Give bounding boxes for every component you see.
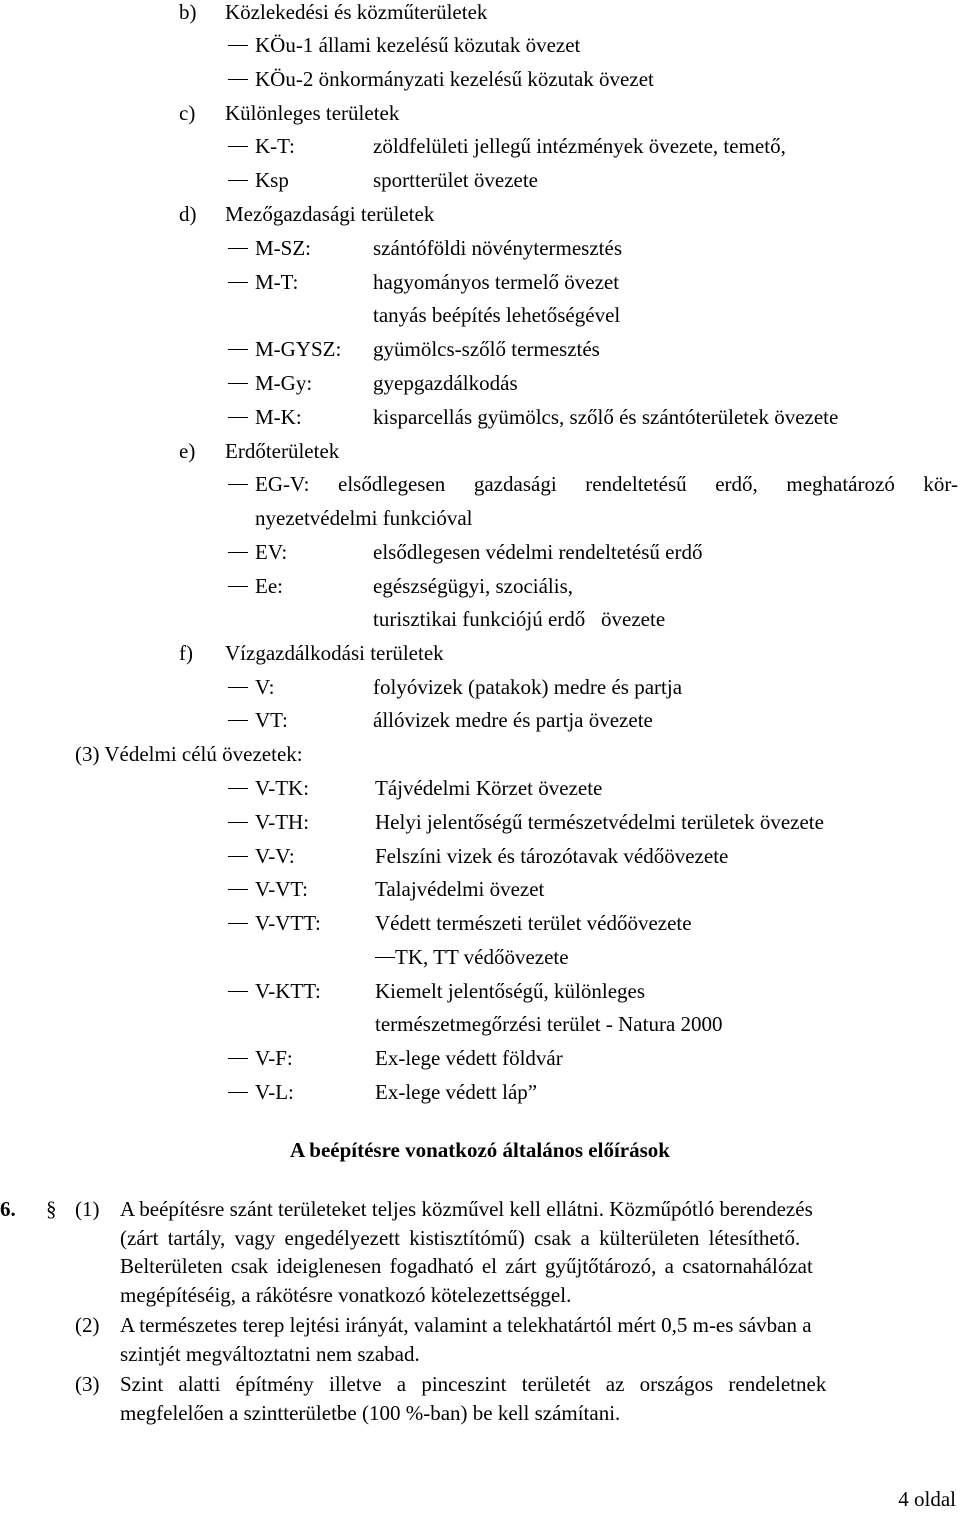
zone-description: Felszíni vizek és tározótavak védőövezete (375, 844, 729, 868)
subparagraph-label: (2) (75, 1313, 100, 1337)
zone-description: Ex-lege védett földvár (375, 1046, 563, 1070)
zone-description-cont: természetmegőrzési terület - Natura 2000 (375, 1012, 723, 1036)
paragraph-number: 6. (0, 1197, 16, 1221)
dash-bullet (228, 484, 248, 485)
zone-code: EV: (255, 540, 288, 564)
egv-word: meghatározó (786, 472, 895, 496)
section-e-title: Erdőterületek (225, 439, 340, 463)
dash-bullet (228, 586, 248, 587)
zone-code: V-L: (255, 1080, 294, 1104)
paragraph-line: (zárt tartály, vagy engedélyezett kistisztítómű) csak a külterületen létesíthető. (120, 1226, 801, 1250)
paragraph-line: A természetes terep lejtési irányát, valamint a telekhatártól mért 0,5 m-es sávban a (120, 1313, 812, 1337)
zone-description: kisparcellás gyümölcs, szőlő és szántóterületek övezete (373, 405, 839, 429)
section-c-title: Különleges területek (225, 101, 400, 125)
dash-bullet (228, 45, 248, 46)
zone-description: Ex-lege védett láp” (375, 1080, 538, 1104)
zone-description: Helyi jelentőségű természetvédelmi területek övezete (375, 810, 824, 834)
zone-description: sportterület övezete (373, 168, 539, 192)
dash-bullet (228, 383, 248, 384)
egv-word: gazdasági (473, 472, 557, 496)
zone-description: elsődlegesen védelmi rendeltetésű erdő (373, 540, 703, 564)
zone-code: M-GYSZ: (255, 337, 342, 361)
zone-code: Ee: (255, 574, 283, 598)
zone-code: V-F: (255, 1046, 293, 1070)
dash-bullet (228, 720, 248, 721)
zone-code: Ksp (255, 168, 289, 192)
dash-bullet (228, 248, 248, 249)
zone-code: V-KTT: (255, 979, 321, 1003)
dash-bullet (228, 822, 248, 823)
section-sign: § (46, 1197, 57, 1221)
dash-bullet (228, 1092, 248, 1093)
dash-bullet (228, 1058, 248, 1059)
zone-description: folyóvizek (patakok) medre és partja (373, 675, 683, 699)
zone-description: Kiemelt jelentőségű, különleges (375, 979, 646, 1003)
dash-bullet (228, 856, 248, 857)
egv-word: elsődlegesen (338, 472, 446, 496)
zone-code: M-Gy: (255, 371, 313, 395)
egv-word: EG-V: (255, 472, 310, 496)
dash-bullet (228, 991, 248, 992)
zone-description-cont: tanyás beépítés lehetőségével (373, 303, 621, 327)
zone-code: M-K: (255, 405, 302, 429)
paragraph-line: megfelelően a szintterületbe (100 %-ban) be kell számítani. (120, 1401, 621, 1425)
section-3-title: (3) Védelmi célú övezetek: (75, 742, 303, 766)
zone-code: V-V: (255, 844, 295, 868)
dash-bullet (228, 146, 248, 147)
dash-bullet (228, 923, 248, 924)
dash-bullet (375, 957, 395, 958)
section-f-label: f) (179, 641, 193, 665)
dash-bullet (228, 687, 248, 688)
zone-code: V-TH: (255, 810, 310, 834)
zone-code: V-VT: (255, 877, 309, 901)
zone-code: K-T: (255, 134, 295, 158)
zone-description: gyepgazdálkodás (373, 371, 518, 395)
egv-word: erdő, (715, 472, 758, 496)
section-b-label: b) (179, 0, 197, 24)
zone-code: VT: (255, 708, 288, 732)
section-heading: A beépítésre vonatkozó általános előírások (290, 1138, 670, 1162)
list-item: KÖu-2 önkormányzati kezelésű közutak övezet (255, 67, 654, 91)
paragraph-line: Szint alatti építmény illetve a pinceszint területét az országos rendeletnek (120, 1372, 827, 1396)
paragraph-line: megépítéséig, a rákötésre vonatkozó kötelezettséggel. (120, 1283, 572, 1307)
paragraph-line: szintjét megváltoztatni nem szabad. (120, 1342, 420, 1366)
dash-bullet (228, 889, 248, 890)
zone-description: Védett természeti terület védőövezete (375, 911, 692, 935)
dash-bullet (228, 552, 248, 553)
paragraph-line: A beépítésre szánt területeket teljes közművel kell ellátni. Közműpótló berendezés (120, 1197, 813, 1221)
zone-code: V-VTT: (255, 911, 321, 935)
zone-description: Tájvédelmi Körzet övezete (375, 776, 603, 800)
zone-description-cont: TK, TT védőövezete (395, 945, 569, 969)
dash-bullet (228, 417, 248, 418)
paragraph-line: Belterületen csak ideiglenesen fogadható el zárt gyűjtőtározó, a csatornahálózat (120, 1254, 813, 1278)
zone-description: Talajvédelmi övezet (375, 877, 545, 901)
dash-bullet (228, 180, 248, 181)
zone-description: egészségügyi, szociális, (373, 574, 574, 598)
egv-word: kör- (923, 472, 958, 496)
zone-description: hagyományos termelő övezet (373, 270, 620, 294)
zone-code: M-SZ: (255, 236, 312, 260)
section-e-label: e) (179, 439, 196, 463)
section-c-label: c) (179, 101, 196, 125)
page-number: 4 oldal (898, 1487, 956, 1511)
dash-bullet (228, 788, 248, 789)
zone-description-cont: turisztikai funkciójú erdő övezete (373, 607, 666, 631)
egv-word: rendeltetésű (585, 472, 687, 496)
section-d-title: Mezőgazdasági területek (225, 202, 435, 226)
zone-description: zöldfelületi jellegű intézmények övezete, temető, (373, 134, 786, 158)
section-f-title: Vízgazdálkodási területek (225, 641, 444, 665)
zone-code: V-TK: (255, 776, 310, 800)
zone-description: szántóföldi növénytermesztés (373, 236, 623, 260)
egv-line-cont: nyezetvédelmi funkcióval (255, 506, 473, 530)
list-item: KÖu-1 állami kezelésű közutak övezet (255, 33, 581, 57)
subparagraph-label: (3) (75, 1372, 100, 1396)
zone-description: gyümölcs-szőlő termesztés (373, 337, 600, 361)
section-b-title: Közlekedési és közműterületek (225, 0, 488, 24)
zone-description: állóvizek medre és partja övezete (373, 708, 653, 732)
section-d-label: d) (179, 202, 197, 226)
dash-bullet (228, 79, 248, 80)
zone-code: M-T: (255, 270, 299, 294)
dash-bullet (228, 349, 248, 350)
subparagraph-label: (1) (75, 1197, 100, 1221)
egv-line (255, 472, 958, 496)
zone-code: V: (255, 675, 275, 699)
dash-bullet (228, 282, 248, 283)
